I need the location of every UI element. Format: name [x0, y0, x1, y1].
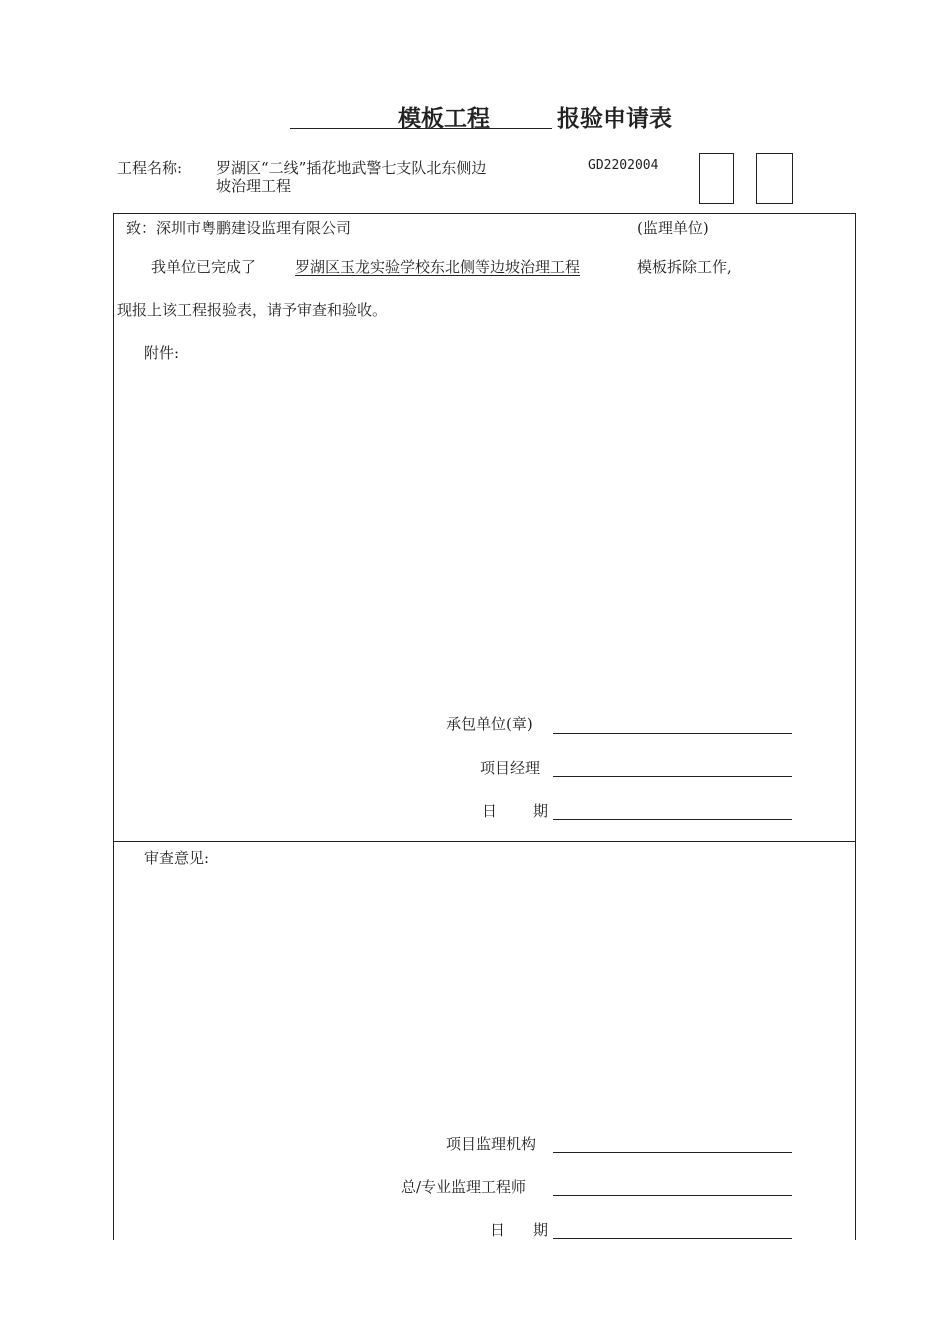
- project-name-line1: 罗湖区“二线”插花地武警七支队北东侧边: [216, 159, 487, 177]
- code-box-1: [699, 153, 734, 204]
- engineer-label: 总/专业监理工程师: [401, 1178, 527, 1196]
- body-project-name: 罗湖区玉龙实验学校东北侧等边坡治理工程: [295, 258, 581, 276]
- supervision-org-signature-line: [553, 1152, 792, 1153]
- body-prefix: 我单位已完成了: [151, 258, 257, 276]
- review-label: 审查意见:: [144, 849, 210, 867]
- supervision-org-label: 项目监理机构: [446, 1135, 537, 1153]
- contractor-label: 承包单位(章): [446, 715, 533, 733]
- date-label-1-char-1: 日: [482, 802, 498, 820]
- attachment-label: 附件:: [144, 344, 180, 362]
- project-name-line2: 坡治理工程: [216, 177, 292, 195]
- title-left: 模板工程: [398, 106, 490, 132]
- body-line-2: 现报上该工程报验表，请予审查和验收。: [117, 301, 388, 319]
- addressee-role: (监理单位): [637, 219, 709, 237]
- table-middle-divider: [113, 841, 856, 842]
- table-right-border: [855, 213, 856, 1240]
- table-top-border: [113, 213, 856, 214]
- table-left-border: [113, 213, 114, 1240]
- manager-label: 项目经理: [480, 759, 541, 777]
- addressee-line: 致：深圳市粤鹏建设监理有限公司: [126, 219, 352, 237]
- date-label-2-char-2: 期: [533, 1221, 549, 1239]
- project-label: 工程名称:: [117, 159, 183, 177]
- doc-code: GD2202004: [588, 158, 659, 173]
- date-label-2-char-1: 日: [490, 1221, 506, 1239]
- date-label-1-char-2: 期: [533, 802, 549, 820]
- title-right: 报验申请表: [557, 106, 672, 132]
- contractor-signature-line: [553, 733, 792, 734]
- engineer-signature-line: [553, 1195, 792, 1196]
- code-box-2: [756, 153, 793, 204]
- body-suffix: 模板拆除工作,: [637, 258, 732, 276]
- manager-signature-line: [553, 776, 792, 777]
- date-signature-line-1: [553, 819, 792, 820]
- date-signature-line-2: [553, 1238, 792, 1239]
